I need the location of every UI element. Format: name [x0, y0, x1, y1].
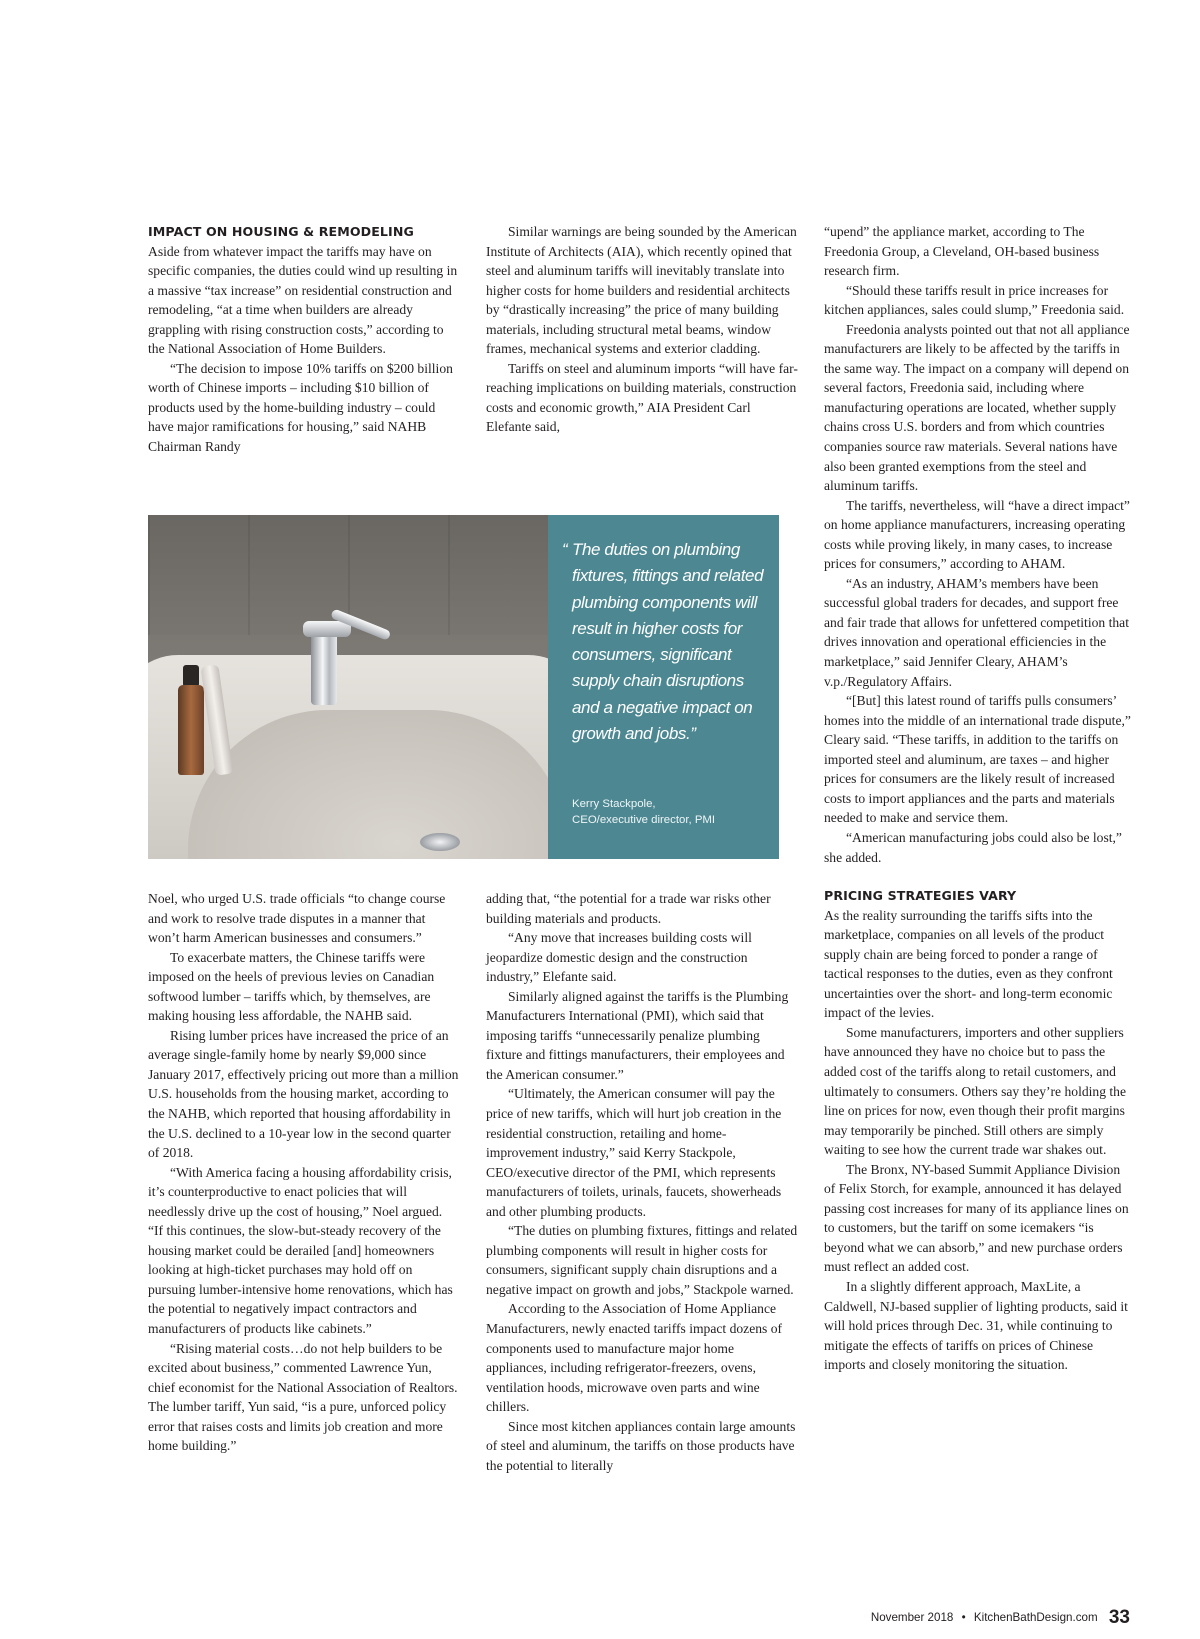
- bottle-cap: [183, 665, 199, 687]
- pull-quote: [562, 537, 772, 747]
- column-2-top: [486, 222, 798, 437]
- paragraph: “upend” the appliance market, according to The Freedonia Group, a Cleveland, OH-based business research firm.: [824, 224, 1100, 279]
- pull-quote-text: The duties on plumbing fixtures, fittings and related plumbing components will result in higher costs for consumers, significant supply chain disruptions and a negative impact on growth and jobs.”: [572, 540, 764, 744]
- paragraph: “Rising material costs…do not help builders to be excited about business,” commented Lawrence Yun, chief economist for the National Association of Realtors. The lumber tariff, Yun said, “is a pure, unforced policy error that raises costs and limits job creation and more home building.”: [148, 1340, 458, 1454]
- paragraph: “American manufacturing jobs could also be lost,” she added.: [824, 829, 1122, 865]
- paragraph: According to the Association of Home Appliance Manufacturers, newly enacted tariffs impact dozens of components used to manufacture major home appliances, including refrigerator-freezers, ovens, ventilation hoods, microwave oven parts and wine chillers.: [486, 1301, 783, 1415]
- column-1-top: [148, 222, 460, 457]
- paragraph: As the reality surrounding the tariffs sifts into the marketplace, companies on all levels of the product supply chain are being forced to ponder a range of tactical responses to the duties, even as they confront uncertainties over the short- and long-term economic impact of the levies.: [824, 907, 1113, 1021]
- page-number: 33: [1108, 1607, 1130, 1628]
- paragraph: The Bronx, NY-based Summit Appliance Division of Felix Storch, for example, announced it has delayed passing cost increases for many of its appliance lines on to customers, but the tariff on some icemakers “is beyond what we can absorb,” and new purchase orders must reflect an added cost.: [824, 1161, 1129, 1275]
- paragraph: Since most kitchen appliances contain large amounts of steel and aluminum, the tariffs on those products have the potential to literally: [486, 1418, 796, 1473]
- pull-quote-box: [548, 515, 779, 859]
- column-2-bottom: [486, 889, 798, 1475]
- amber-bottle: [178, 685, 204, 775]
- section-heading-pricing: PRICING STRATEGIES VARY: [824, 888, 1017, 904]
- paragraph: “[But] this latest round of tariffs pulls consumers’ homes into the middle of an international trade dispute,” Cleary said. “These tariffs, in addition to the tariffs on imported steel and aluminum, are taxes – and higher prices for consumers are the likely result of increased costs to import appliances and the parts and materials needed to make and service them.: [824, 693, 1131, 826]
- paragraph: The tariffs, nevertheless, will “have a direct impact” on home appliance manufacturers, increasing operating costs while proving likely, in many cases, to increase prices for consumers,” according to AHAM.: [824, 497, 1130, 572]
- paragraph: adding that, “the potential for a trade war risks other building materials and products.: [486, 891, 771, 926]
- column-1-bottom: [148, 889, 460, 1456]
- paragraph: “The duties on plumbing fixtures, fittings and related plumbing components will result in higher costs for consumers, significant supply chain disruptions and a negative impact on growth and jobs,” Stackpole warned.: [486, 1223, 798, 1297]
- attribution-title: CEO/executive director, PMI: [572, 814, 716, 826]
- paragraph: Noel, who urged U.S. trade officials “to change course and work to resolve trade disputes in a manner that won’t harm American businesses and consumers.”: [148, 891, 446, 946]
- paragraph: Rising lumber prices have increased the price of an average single-family home by nearly $9,000 since January 2017, effectively pricing out more than a million U.S. households from the housing market, according to the NAHB, which reported that housing affordability in the U.S. declined to a 10-year low in the second quarter of 2018.: [148, 1027, 459, 1161]
- bathroom-faucet-photo: [148, 515, 548, 859]
- column-3: [824, 222, 1134, 1375]
- paragraph: “The decision to impose 10% tariffs on $200 billion worth of Chinese imports – including $10 billion of products used by the home-building industry – could have major ramifications for housing,” said NAHB Chairman Randy: [148, 360, 453, 455]
- paragraph: Tariffs on steel and aluminum imports “will have far-reaching implications on building materials, construction costs and economic growth,” AIA President Carl Elefante said,: [486, 360, 798, 435]
- paragraph: “As an industry, AHAM’s members have been successful global traders for decades, and support free and fair trade that allows for unfettered competition that drives innovation and operational efficiencies in the marketplace,” said Jennifer Cleary, AHAM’s v.p./Regulatory Affairs.: [824, 575, 1129, 689]
- paragraph: Some manufacturers, importers and other suppliers have announced they have no choice but to pass the added cost of the tariffs along to retail customers, and ultimately to consumers. Others say they’re holding the line on prices for now, even though their profit margins may temporarily be pinched. Still others are simply waiting to see how the current trade war shakes out.: [824, 1024, 1127, 1158]
- paragraph: Similarly aligned against the tariffs is the Plumbing Manufacturers International (PMI), which said that imposing tariffs “unnecessarily penalize plumbing fixture and fittings manufacturers, their employees and the American consumer.”: [486, 988, 789, 1082]
- paragraph: “Any move that increases building costs will jeopardize domestic design and the construction industry,” Elefante said.: [486, 930, 752, 985]
- footer-separator: •: [961, 1611, 966, 1624]
- paragraph: “Should these tariffs result in price increases for kitchen appliances, sales could slump,” Freedonia said.: [824, 282, 1125, 318]
- paragraph: “With America facing a housing affordability crisis, it’s counterproductive to enact policies that will needlessly drive up the cost of housing,” Noel argued. “If this continues, the slow-but-steady recovery of the housing market could be derailed [and] homeowners looking at high-ticket purchases may hold off on pursuing lumber-intensive home renovations, which has the potential to negatively impact contractors and manufacturers of products like cabinets.”: [148, 1164, 453, 1337]
- website: KitchenBathDesign.com: [973, 1611, 1098, 1624]
- issue-date: November 2018: [870, 1611, 954, 1624]
- page-footer: [871, 1607, 1130, 1629]
- paragraph: To exacerbate matters, the Chinese tariffs were imposed on the heels of previous levies on Canadian softwood lumber – tariffs which, by themselves, are making housing less affordable, the NAHB said.: [148, 949, 435, 1024]
- paragraph: In a slightly different approach, MaxLite, a Caldwell, NJ-based supplier of lighting products, said it will hold prices through Dec. 31, while continuing to mitigate the effects of tariffs on prices of Chinese imports and closely monitoring the situation.: [824, 1278, 1128, 1373]
- paragraph: Freedonia analysts pointed out that not all appliance manufacturers are likely to be affected by the tariffs in the same way. The impact on a company will depend on several factors, Freedonia said, including where manufacturing operations are located, whether supply chains cross U.S. borders and from which countries companies source raw materials. Several nations have also been granted exemptions from the steel and aluminum tariffs.: [824, 321, 1130, 494]
- paragraph: “Ultimately, the American consumer will pay the price of new tariffs, which will hurt job creation in the residential construction, retailing and home-improvement industry,” said Kerry Stackpole, CEO/executive director of the PMI, which represents manufacturers of toilets, urinals, faucets, showerheads and other plumbing products.: [486, 1086, 782, 1219]
- spacer: [824, 867, 1134, 886]
- quote-mark: “: [562, 540, 568, 559]
- paragraph: Similar warnings are being sounded by the American Institute of Architects (AIA), which recently opined that steel and aluminum tariffs will inevitably translate into higher costs for home builders and residential architects by “drastically increasing” the price of many building materials, including structural metal beams, window frames, mechanical systems and exterior cladding.: [486, 224, 797, 357]
- paragraph: Aside from whatever impact the tariffs may have on specific companies, the duties could wind up resulting in a massive “tax increase” on residential construction and remodeling, “at a time when builders are already grappling with rising construction costs,” according to the National Association of Home Builders.: [148, 243, 458, 357]
- section-heading-housing: IMPACT ON HOUSING & REMODELING: [148, 224, 414, 239]
- attribution-name: Kerry Stackpole,: [572, 798, 656, 810]
- sink-drain: [420, 833, 460, 851]
- pull-quote-attribution: [572, 796, 772, 828]
